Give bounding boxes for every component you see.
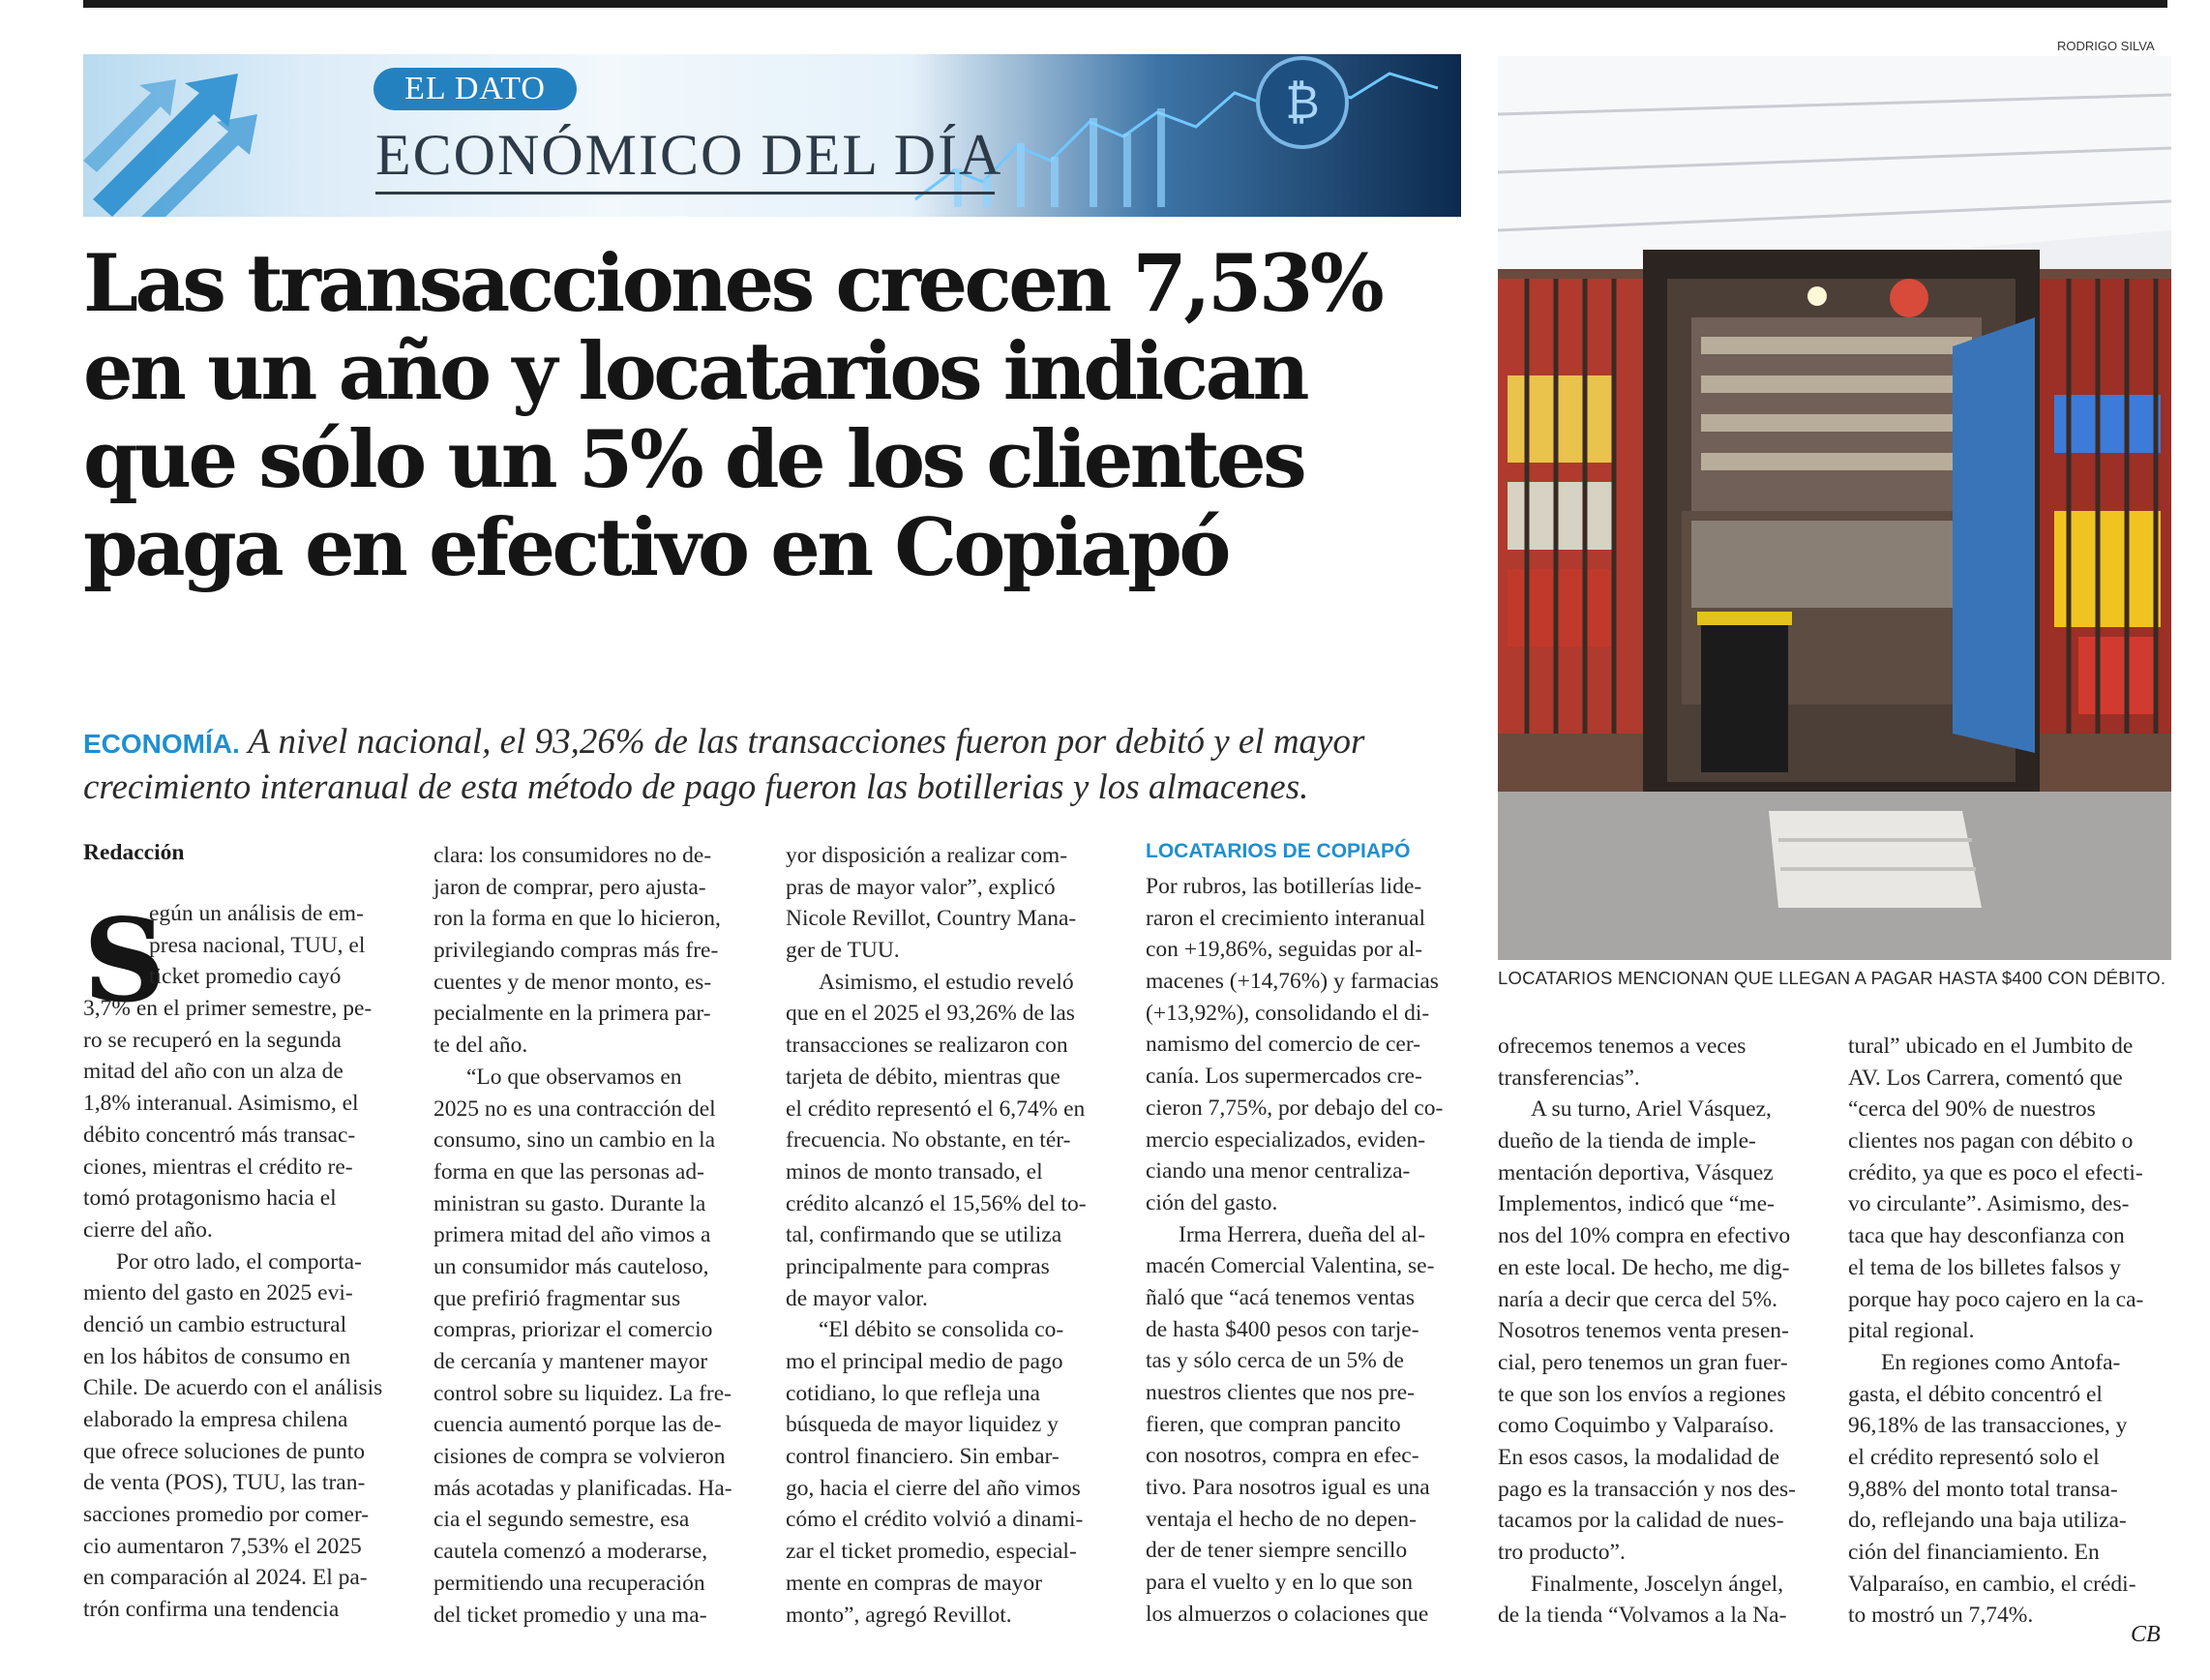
text-line: transacciones se realizaron con [786,1033,1068,1059]
text-line: mitad del año con un alza de [83,1059,343,1085]
text-line: un consumidor más cauteloso, [433,1253,709,1279]
text-line: denció un cambio estructural [83,1311,347,1337]
text-line: “cerca del 90% de nuestros [1848,1096,2096,1123]
text-line: consumo, sino un cambio en la [433,1127,716,1154]
text-line: mentación deportiva, Vásquez [1498,1159,1774,1185]
text-line: porque hay poco cajero en la ca- [1848,1286,2144,1312]
text-line: del ticket promedio y una ma- [433,1602,707,1628]
text-line: primera mitad del año vimos a [433,1222,711,1248]
text-line: tarjeta de débito, mientras que [786,1064,1060,1090]
text-line: Implementos, indicó que “me- [1498,1191,1775,1217]
text-line: tal, confirmando que se utiliza [786,1222,1062,1248]
section-banner [83,54,1461,217]
text-line: yor disposición a realizar com- [786,843,1068,868]
text-line: de la tienda “Volvamos a la Na- [1498,1603,1787,1629]
text-line: cierre del año. [83,1216,213,1243]
text-line: en los hábitos de consumo en [83,1343,351,1369]
text-line: Asimismo, el estudio reveló [819,969,1074,995]
text-line: Chile. De acuerdo con el análisis [83,1375,383,1401]
text-line: cisiones de compra se volvieron [433,1444,726,1470]
text-line: Finalmente, Joscelyn ángel, [1531,1571,1784,1597]
deck-text: crecimiento interanual de esta método de pago fueron las botillerias y los almacenes. [83,767,1309,807]
storefront-photo [1498,56,2171,960]
text-line: clientes nos pagan con débito o [1848,1128,2134,1155]
text-line: 2025 no es una contracción del [433,1095,716,1122]
text-line: naría a decir que cerca del 5%. [1498,1286,1777,1312]
text-line: para el vuelto y en lo que son [1146,1570,1414,1596]
text-line: de mayor valor. [786,1285,928,1311]
text-line: to mostró un 7,74%. [1848,1603,2034,1629]
text-line: de cercanía y mantener mayor [433,1349,708,1374]
headline-line: en un año y locatarios indican [83,326,1307,418]
text-line: ventaja el hecho de no depen- [1146,1506,1417,1532]
text-line: tomó protagonismo hacia el [83,1185,337,1212]
photo-credit: RODRIGO SILVA [2057,39,2155,53]
headline-line: que sólo un 5% de los clientes [83,414,1304,506]
top-rule [83,0,2167,8]
text-line: búsqueda de mayor liquidez y [786,1412,1059,1438]
text-line: nos del 10% compra en efectivo [1498,1223,1791,1249]
text-line: privilegiando compras más fre- [433,938,719,964]
text-line: tas y sólo cerca de un 5% de [1146,1348,1404,1374]
text-line: que ofrece soluciones de punto [83,1438,366,1464]
text-line: A su turno, Ariel Vásquez, [1531,1096,1772,1123]
text-line: cotidiano, lo que refleja una [786,1380,1040,1406]
text-line: cio aumentaron 7,53% el 2025 [83,1533,362,1559]
text-column-1 [83,893,412,1626]
text-line: que en el 2025 el 93,26% de las [786,1001,1075,1027]
author-signoff: CB [2131,1622,2161,1647]
text-line: cautela comenzó a moderarse, [433,1539,708,1565]
text-line: Valparaíso, en cambio, el crédi- [1848,1571,2136,1597]
text-line: ger de TUU. [786,938,900,964]
text-line: jaron de comprar, pero ajusta- [433,874,706,900]
text-line: control sobre su liquidez. La fre- [433,1380,732,1406]
text-line: crédito, ya que es poco el efecti- [1848,1159,2143,1185]
el-dato-badge: EL DATO [373,68,577,110]
text-line: En esos casos, la modalidad de [1498,1444,1780,1470]
text-line: Por rubros, las botillerías lide- [1146,874,1422,899]
text-column-6 [1848,1031,2177,1632]
text-line: namismo del comercio de cer- [1146,1032,1421,1058]
text-line: mercio especializados, eviden- [1146,1126,1426,1153]
text-line: como Coquimbo y Valparaíso. [1498,1413,1775,1439]
text-line: ciando una menor centraliza- [1146,1158,1411,1185]
text-line: más acotadas y planificadas. Ha- [433,1475,732,1501]
text-line: elaborado la empresa chilena [83,1407,348,1432]
text-line: 9,88% del monto total transa- [1848,1476,2118,1502]
banner-title: ECONÓMICO DEL DÍA [375,123,1003,187]
text-line: Irma Herrera, dueña del al- [1179,1221,1426,1247]
text-line: cuencia aumentó porque las de- [433,1412,722,1438]
text-line: los almuerzos o colaciones que [1146,1601,1429,1627]
text-line: sacciones promedio por comer- [83,1502,370,1528]
text-line: ción del financiamiento. En [1848,1540,2100,1565]
text-line: 96,18% de las transacciones, y [1848,1413,2128,1439]
text-line: en este local. De hecho, me dig- [1498,1254,1790,1280]
text-line: egún un análisis de em- [149,901,364,926]
text-line: pago es la transacción y nos des- [1498,1476,1797,1502]
text-line: Nosotros tenemos venta presen- [1498,1318,1789,1344]
text-line: frecuencia. No obstante, en tér- [786,1127,1071,1154]
text-line: transferencias”. [1498,1065,1640,1091]
text-line: tivo. Para nosotros igual es una [1146,1475,1430,1501]
text-line: 3,7% en el primer semestre, pe- [83,996,373,1022]
text-line: minos de monto transado, el [786,1158,1043,1185]
text-line: control financiero. Sin embar- [786,1444,1060,1470]
text-line: ciones, mientras el crédito re- [83,1154,353,1180]
text-line: cieron 7,75%, por debajo del co- [1146,1095,1444,1121]
text-line: go, hacia el cierre del año vimos [786,1475,1081,1501]
text-line: cuentes y de menor monto, es- [433,969,712,995]
text-line: raron el crecimiento interanual [1146,905,1426,931]
deck [83,720,1486,809]
text-line: crédito alcanzó el 15,56% del to- [786,1190,1087,1216]
text-line: tro producto”. [1498,1540,1626,1565]
growth-arrows-icon [83,74,257,217]
subhead: LOCATARIOS DE COPIAPÓ [1146,840,1411,862]
text-line: con nosotros, compra en efec- [1146,1443,1419,1469]
byline: Redacción [83,840,185,865]
text-line: “Lo que observamos en [466,1064,682,1090]
text-line: ro se recuperó en la segunda [83,1027,342,1053]
text-line: en comparación al 2024. El pa- [83,1565,368,1591]
text-line: te del año. [433,1033,528,1059]
text-line: con +19,86%, seguidas por al- [1146,937,1423,963]
text-line: canía. Los supermercados cre- [1146,1064,1422,1090]
headline-line: paga en efectivo en Copiapó [83,502,1228,594]
text-line: vo circulante”. Asimismo, des- [1848,1191,2130,1217]
text-line: gasta, el débito concentró el [1848,1381,2103,1407]
banner-underline [375,192,995,195]
text-line: permitiendo una recuperación [433,1570,705,1596]
text-line: clara: los consumidores no de- [433,843,712,868]
text-line: ñaló que “acá tenemos ventas [1146,1284,1415,1310]
text-line: te que son los envíos a regiones [1498,1381,1786,1407]
text-line: pras de mayor valor”, explicó [786,874,1056,900]
text-line: tural” ubicado en el Jumbito de [1848,1034,2134,1059]
text-line: dueño de la tienda de imple- [1498,1128,1756,1155]
text-line: ministran su gasto. Durante la [433,1190,706,1216]
text-line: tacamos por la calidad de nues- [1498,1508,1784,1534]
text-line: macén Comercial Valentina, se- [1146,1253,1435,1279]
text-line: principalmente para compras [786,1253,1050,1279]
text-line: de hasta $400 pesos con tarje- [1146,1316,1419,1342]
text-line: pecialmente en la primera par- [433,1001,711,1027]
text-line: zar el ticket promedio, especial- [786,1539,1077,1565]
text-line: macenes (+14,76%) y farmacias [1146,969,1439,995]
text-line: el crédito representó el 6,74% en [786,1095,1086,1122]
text-line: AV. Los Carrera, comentó que [1848,1065,2123,1091]
text-line: débito concentró más transac- [83,1122,356,1148]
text-line: der de tener siempre sencillo [1146,1538,1408,1564]
text-line: forma en que las personas ad- [433,1158,704,1185]
text-line: trón confirma una tendencia [83,1597,340,1623]
text-line: el crédito representó solo el [1848,1444,2100,1470]
text-line: nuestros clientes que nos pre- [1146,1380,1416,1405]
text-line: ción del gasto. [1146,1189,1278,1215]
text-column-4 [1146,871,1475,1631]
text-line: el tema de los billetes falsos y [1848,1254,2121,1280]
text-line: (+13,92%), consolidando el di- [1146,1000,1430,1026]
text-line: pital regional. [1848,1318,1975,1344]
text-line: presa nacional, TUU, el [149,932,366,958]
svg-text:₿: ₿ [1285,75,1320,130]
section-kicker: ECONOMÍA. [83,729,240,759]
text-column-3 [786,840,1115,1631]
headline [83,240,1486,592]
text-line: En regiones como Antofa- [1881,1349,2121,1375]
text-line: monto”, agregó Revillot. [786,1602,1012,1628]
text-line: compras, priorizar el comercio [433,1317,713,1343]
text-line: do, reflejando una baja utiliza- [1848,1508,2127,1534]
text-line: 1,8% interanual. Asimismo, el [83,1091,359,1117]
text-line: fieren, que compran pancito [1146,1411,1401,1437]
text-line: de venta (POS), TUU, las tran- [83,1470,366,1496]
drop-cap: S [83,893,166,1028]
text-line: ron la forma en que lo hicieron, [433,906,721,932]
text-line: “El débito se consolida co- [819,1317,1064,1343]
headline-line: Las transacciones crecen 7,53% [83,238,1382,330]
text-line: taca que hay desconfianza con [1848,1223,2125,1249]
text-column-2 [433,840,762,1631]
text-line: que prefirió fragmentar sus [433,1285,681,1311]
text-line: mo el principal medio de pago [786,1349,1063,1374]
text-line: cómo el crédito volvió a dinami- [786,1507,1084,1533]
text-line: cial, pero tenemos un gran fuer- [1498,1349,1788,1375]
text-line: ofrecemos tenemos a veces [1498,1034,1747,1059]
text-line: miento del gasto en 2025 evi- [83,1280,353,1306]
text-line: ticket promedio cayó [149,964,342,990]
text-line: Por otro lado, el comporta- [116,1248,362,1275]
photo-caption: LOCATARIOS MENCIONAN QUE LLEGAN A PAGAR HASTA $400 CON DÉBITO. [1498,968,2166,988]
text-line: mente en compras de mayor [786,1570,1042,1596]
text-line: cia el segundo semestre, esa [433,1507,690,1533]
text-column-5 [1498,1031,1827,1632]
text-line: Nicole Revillot, Country Mana- [786,906,1077,932]
deck-text: A nivel nacional, el 93,26% de las transacciones fueron por debitó y el mayor [239,722,1365,762]
